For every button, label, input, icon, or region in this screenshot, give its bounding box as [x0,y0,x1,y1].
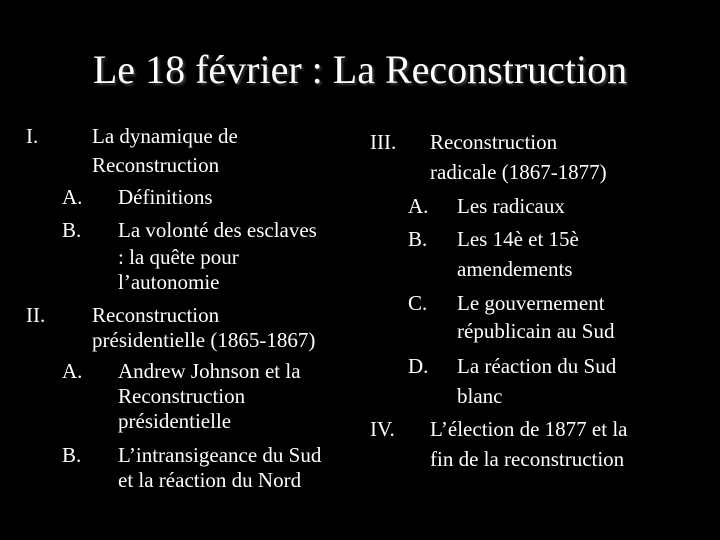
outline-heading-III-line2: radicale (1867-1877) [430,160,607,184]
outline-item-IIA-line2: Reconstruction [118,384,246,408]
outline-heading-IV-line2: fin de la reconstruction [430,447,625,471]
outline-number-IA: A. [62,185,83,209]
outline-heading-IV-line1: L’élection de 1877 et la [430,417,628,441]
outline-number-IV: IV. [370,417,395,441]
outline-heading-II-line1: Reconstruction [92,303,220,327]
outline-item-IIIA: Les radicaux [457,194,565,218]
outline-item-IIID-line1: La réaction du Sud [457,354,617,378]
outline-item-IIIB-line1: Les 14è et 15è [457,227,579,251]
outline-number-IIIB: B. [408,227,428,251]
outline-item-IIIB-line2: amendements [457,257,573,281]
outline-item-IIIC-line2: républicain au Sud [457,319,615,343]
outline-item-IB-line3: l’autonomie [118,270,220,294]
outline-number-II: II. [26,303,46,327]
outline-number-IIA: A. [62,359,83,383]
outline-number-IIB: B. [62,443,82,467]
outline-heading-I-line1: La dynamique de [92,124,238,148]
outline-number-IIIC: C. [408,291,428,315]
outline-heading-III-line1: Reconstruction [430,130,558,154]
outline-number-III: III. [370,130,397,154]
outline-number-I: I. [26,124,39,148]
outline-heading-II-line2: présidentielle (1865-1867) [92,328,316,352]
outline-item-IIID-line2: blanc [457,384,503,408]
outline-item-IIB-line1: L’intransigeance du Sud [118,443,322,467]
outline-item-IIIC-line1: Le gouvernement [457,291,605,315]
outline-item-IIA-line3: présidentielle [118,409,232,433]
outline-item-IB-line1: La volonté des esclaves [118,218,317,242]
outline-item-IIB-line2: et la réaction du Nord [118,468,302,492]
outline-heading-I-line2: Reconstruction [92,153,220,177]
outline-number-IIID: D. [408,354,429,378]
outline-item-IB-line2: : la quête pour [118,245,239,269]
outline-number-IIIA: A. [408,194,429,218]
outline-item-IIA-line1: Andrew Johnson et la [118,359,301,383]
slide-title: Le 18 février : La Reconstruction [92,47,628,92]
outline-item-IA: Définitions [118,185,213,209]
outline-number-IB: B. [62,218,82,242]
